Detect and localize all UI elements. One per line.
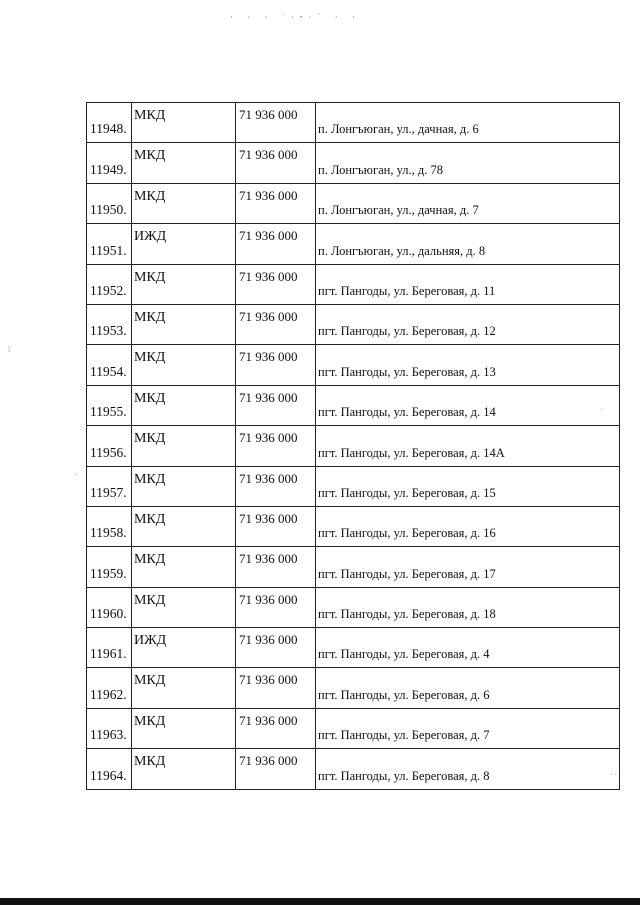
table-row <box>87 466 620 506</box>
building-type-cell <box>132 224 236 264</box>
building-type: МКД <box>134 511 166 527</box>
oktmo-code: 71 936 000 <box>239 591 298 607</box>
oktmo-code-cell <box>236 264 316 304</box>
address-cell <box>316 345 620 385</box>
building-type: МКД <box>134 148 166 164</box>
address-cell <box>316 264 620 304</box>
row-number: 11949. <box>90 161 127 177</box>
table-row <box>87 547 620 587</box>
building-type: ИЖД <box>134 229 167 245</box>
row-number-cell <box>87 264 132 304</box>
table-row <box>87 426 620 466</box>
scan-noise-left-dot: · <box>75 470 78 479</box>
scan-bottom-edge <box>0 898 640 905</box>
row-number-cell <box>87 385 132 425</box>
address: пгт. Пангоды, ул. Береговая, д. 14А <box>318 445 505 460</box>
address-cell <box>316 506 620 546</box>
oktmo-code: 71 936 000 <box>239 147 298 163</box>
table-row <box>87 183 620 223</box>
table-row <box>87 668 620 708</box>
registry-table <box>86 102 620 790</box>
oktmo-code-cell <box>236 224 316 264</box>
row-number: 11950. <box>90 202 127 218</box>
table-row <box>87 385 620 425</box>
building-type: МКД <box>134 108 166 123</box>
oktmo-code: 71 936 000 <box>239 349 298 365</box>
oktmo-code: 71 936 000 <box>239 753 298 769</box>
building-type-cell <box>132 345 236 385</box>
oktmo-code-cell <box>236 628 316 668</box>
oktmo-code: 71 936 000 <box>239 228 298 244</box>
building-type: МКД <box>134 552 166 568</box>
row-number-cell <box>87 547 132 587</box>
address-cell <box>316 547 620 587</box>
building-type-cell <box>132 708 236 748</box>
scan-noise-right: · · <box>610 770 618 779</box>
oktmo-code-cell <box>236 587 316 627</box>
oktmo-code: 71 936 000 <box>239 187 298 203</box>
address-cell <box>316 304 620 344</box>
table-row <box>87 628 620 668</box>
row-number: 11960. <box>90 606 127 622</box>
oktmo-code-cell <box>236 506 316 546</box>
oktmo-code-cell <box>236 547 316 587</box>
row-number-cell <box>87 708 132 748</box>
row-number-cell <box>87 587 132 627</box>
oktmo-code: 71 936 000 <box>239 308 298 324</box>
row-number: 11956. <box>90 444 127 460</box>
row-number: 11958. <box>90 525 127 541</box>
address-cell <box>316 668 620 708</box>
row-number: 11957. <box>90 484 127 500</box>
oktmo-code-cell <box>236 426 316 466</box>
building-type: МКД <box>134 471 166 487</box>
table-row <box>87 103 620 143</box>
building-type: МКД <box>134 309 166 325</box>
address: п. Лонгъюган, ул., дачная, д. 6 <box>318 122 479 137</box>
address-cell <box>316 103 620 143</box>
row-number: 11951. <box>90 242 127 258</box>
scan-noise-right-dot: · <box>600 405 603 414</box>
row-number-cell <box>87 183 132 223</box>
oktmo-code-cell <box>236 183 316 223</box>
address-cell <box>316 587 620 627</box>
address-cell <box>316 708 620 748</box>
row-number-cell <box>87 426 132 466</box>
building-type-cell <box>132 264 236 304</box>
oktmo-code-cell <box>236 708 316 748</box>
oktmo-code-cell <box>236 143 316 183</box>
address: пгт. Пангоды, ул. Береговая, д. 14 <box>318 405 496 420</box>
row-number: 11962. <box>90 686 127 702</box>
row-number-cell <box>87 466 132 506</box>
row-number: 11953. <box>90 323 127 339</box>
row-number: 11954. <box>90 363 127 379</box>
address: п. Лонгъюган, ул., д. 78 <box>318 162 444 177</box>
scan-noise-left: ⁞ <box>8 345 11 354</box>
oktmo-code-cell <box>236 304 316 344</box>
row-number-cell <box>87 506 132 546</box>
building-type-cell <box>132 183 236 223</box>
address-cell <box>316 426 620 466</box>
table-row <box>87 708 620 748</box>
table-row <box>87 749 620 789</box>
address-cell <box>316 385 620 425</box>
table-row <box>87 143 620 183</box>
oktmo-code-cell <box>236 345 316 385</box>
address: пгт. Пангоды, ул. Береговая, д. 4 <box>318 647 490 662</box>
row-number: 11964. <box>90 767 127 783</box>
oktmo-code: 71 936 000 <box>239 107 298 122</box>
oktmo-code: 71 936 000 <box>239 268 298 284</box>
address-cell <box>316 466 620 506</box>
oktmo-code: 71 936 000 <box>239 430 298 446</box>
address: пгт. Пангоды, ул. Береговая, д. 7 <box>318 728 490 743</box>
address: пгт. Пангоды, ул. Береговая, д. 18 <box>318 607 496 622</box>
address-cell <box>316 749 620 789</box>
oktmo-code-cell <box>236 668 316 708</box>
building-type-cell <box>132 466 236 506</box>
address-cell <box>316 628 620 668</box>
building-type-cell <box>132 385 236 425</box>
building-type-cell <box>132 547 236 587</box>
building-type-cell <box>132 749 236 789</box>
building-type: МКД <box>134 350 166 366</box>
address: пгт. Пангоды, ул. Береговая, д. 8 <box>318 768 490 783</box>
table-row <box>87 345 620 385</box>
address: п. Лонгъюган, ул., дальняя, д. 8 <box>318 243 486 258</box>
oktmo-code: 71 936 000 <box>239 510 298 526</box>
table-row <box>87 506 620 546</box>
row-number: 11961. <box>90 646 127 662</box>
row-number-cell <box>87 668 132 708</box>
row-number: 11952. <box>90 282 127 298</box>
building-type-cell <box>132 426 236 466</box>
row-number-cell <box>87 304 132 344</box>
table-row <box>87 264 620 304</box>
row-number-cell <box>87 143 132 183</box>
registry-table-body <box>87 103 620 790</box>
table-row <box>87 304 620 344</box>
oktmo-code: 71 936 000 <box>239 712 298 728</box>
row-number: 11963. <box>90 727 127 743</box>
address: пгт. Пангоды, ул. Береговая, д. 13 <box>318 364 496 379</box>
address: пгт. Пангоды, ул. Береговая, д. 12 <box>318 324 496 339</box>
building-type-cell <box>132 143 236 183</box>
building-type: МКД <box>134 754 166 770</box>
oktmo-code-cell <box>236 385 316 425</box>
row-number: 11948. <box>90 121 127 137</box>
building-type-cell <box>132 103 236 143</box>
building-type: МКД <box>134 713 166 729</box>
row-number-cell <box>87 224 132 264</box>
row-number-cell <box>87 749 132 789</box>
scan-noise-top: · · · ˙·ꞏ·˙ · · <box>230 12 362 22</box>
oktmo-code: 71 936 000 <box>239 389 298 405</box>
row-number-cell <box>87 345 132 385</box>
row-number-cell <box>87 628 132 668</box>
building-type: МКД <box>134 592 166 608</box>
building-type: ИЖД <box>134 633 167 649</box>
address: п. Лонгъюган, ул., дачная, д. 7 <box>318 203 479 218</box>
address: пгт. Пангоды, ул. Береговая, д. 16 <box>318 526 496 541</box>
building-type-cell <box>132 506 236 546</box>
row-number: 11955. <box>90 404 127 420</box>
oktmo-code-cell <box>236 749 316 789</box>
building-type-cell <box>132 304 236 344</box>
address: пгт. Пангоды, ул. Береговая, д. 11 <box>318 283 496 298</box>
building-type-cell <box>132 628 236 668</box>
building-type: МКД <box>134 673 166 689</box>
building-type: МКД <box>134 269 166 285</box>
address: пгт. Пангоды, ул. Береговая, д. 15 <box>318 485 496 500</box>
building-type-cell <box>132 668 236 708</box>
oktmo-code: 71 936 000 <box>239 551 298 567</box>
oktmo-code-cell <box>236 103 316 143</box>
oktmo-code: 71 936 000 <box>239 632 298 648</box>
oktmo-code: 71 936 000 <box>239 470 298 486</box>
building-type: МКД <box>134 188 166 204</box>
table-row <box>87 587 620 627</box>
building-type: МКД <box>134 390 166 406</box>
table-row <box>87 224 620 264</box>
address-cell <box>316 143 620 183</box>
address-cell <box>316 183 620 223</box>
row-number: 11959. <box>90 565 127 581</box>
address: пгт. Пангоды, ул. Береговая, д. 17 <box>318 566 496 581</box>
oktmo-code: 71 936 000 <box>239 672 298 688</box>
address-cell <box>316 224 620 264</box>
oktmo-code-cell <box>236 466 316 506</box>
address: пгт. Пангоды, ул. Береговая, д. 6 <box>318 687 490 702</box>
building-type-cell <box>132 587 236 627</box>
building-type: МКД <box>134 431 166 447</box>
row-number-cell <box>87 103 132 143</box>
